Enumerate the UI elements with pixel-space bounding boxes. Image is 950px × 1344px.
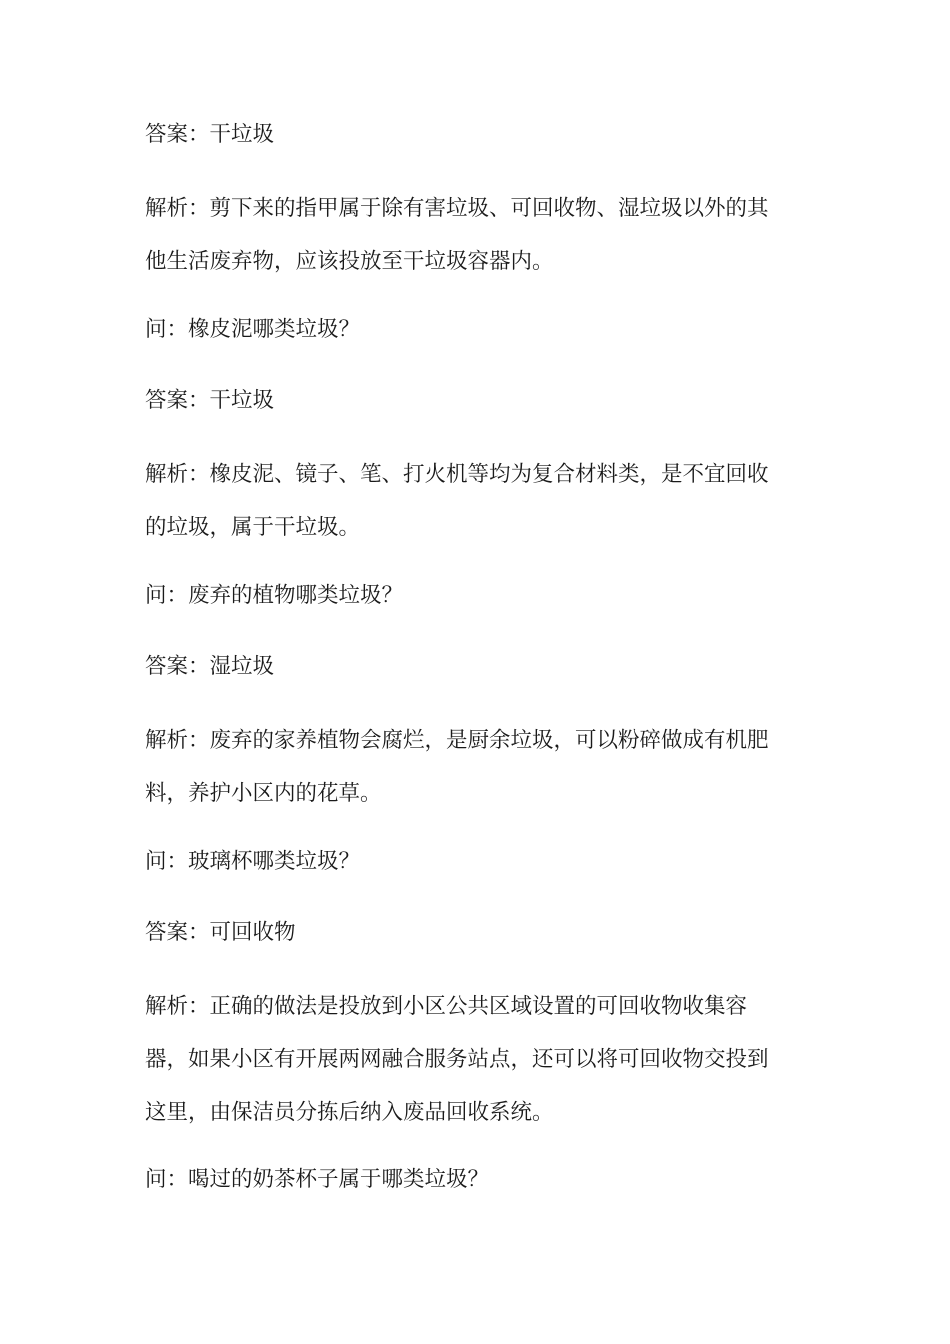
text-line: 解析：正确的做法是投放到小区公共区域设置的可回收物收集容 [145,994,748,1019]
text-line: 解析：剪下来的指甲属于除有害垃圾、可回收物、湿垃圾以外的其 [145,196,769,221]
text-line: 问：废弃的植物哪类垃圾？ [145,583,404,608]
text-line: 问：喝过的奶茶杯子属于哪类垃圾？ [145,1167,490,1192]
text-line: 料，养护小区内的花草。 [145,781,382,806]
text-line: 答案：干垃圾 [145,388,275,413]
text-line: 答案：可回收物 [145,920,296,945]
text-line: 答案：湿垃圾 [145,654,275,679]
text-line: 他生活废弃物，应该投放至干垃圾容器内。 [145,249,554,274]
text-line: 这里，由保洁员分拣后纳入废品回收系统。 [145,1100,554,1125]
explanation-paragraph [145,182,805,288]
text-line: 答案：干垃圾 [145,122,275,147]
text-line: 问：橡皮泥哪类垃圾？ [145,317,361,342]
question-paragraph [145,835,805,888]
explanation-paragraph [145,980,805,1139]
question-paragraph [145,569,805,622]
question-paragraph [145,1153,805,1206]
text-line: 解析：废弃的家养植物会腐烂，是厨余垃圾，可以粉碎做成有机肥 [145,728,769,753]
answer-paragraph [145,108,805,161]
answer-paragraph [145,906,805,959]
question-paragraph [145,303,805,356]
explanation-paragraph [145,448,805,554]
text-line: 器，如果小区有开展两网融合服务站点，还可以将可回收物交投到 [145,1047,769,1072]
text-line: 解析：橡皮泥、镜子、笔、打火机等均为复合材料类，是不宜回收 [145,462,769,487]
answer-paragraph [145,374,805,427]
explanation-paragraph [145,714,805,820]
text-line: 问：玻璃杯哪类垃圾？ [145,849,361,874]
text-line: 的垃圾，属于干垃圾。 [145,515,361,540]
answer-paragraph [145,640,805,693]
